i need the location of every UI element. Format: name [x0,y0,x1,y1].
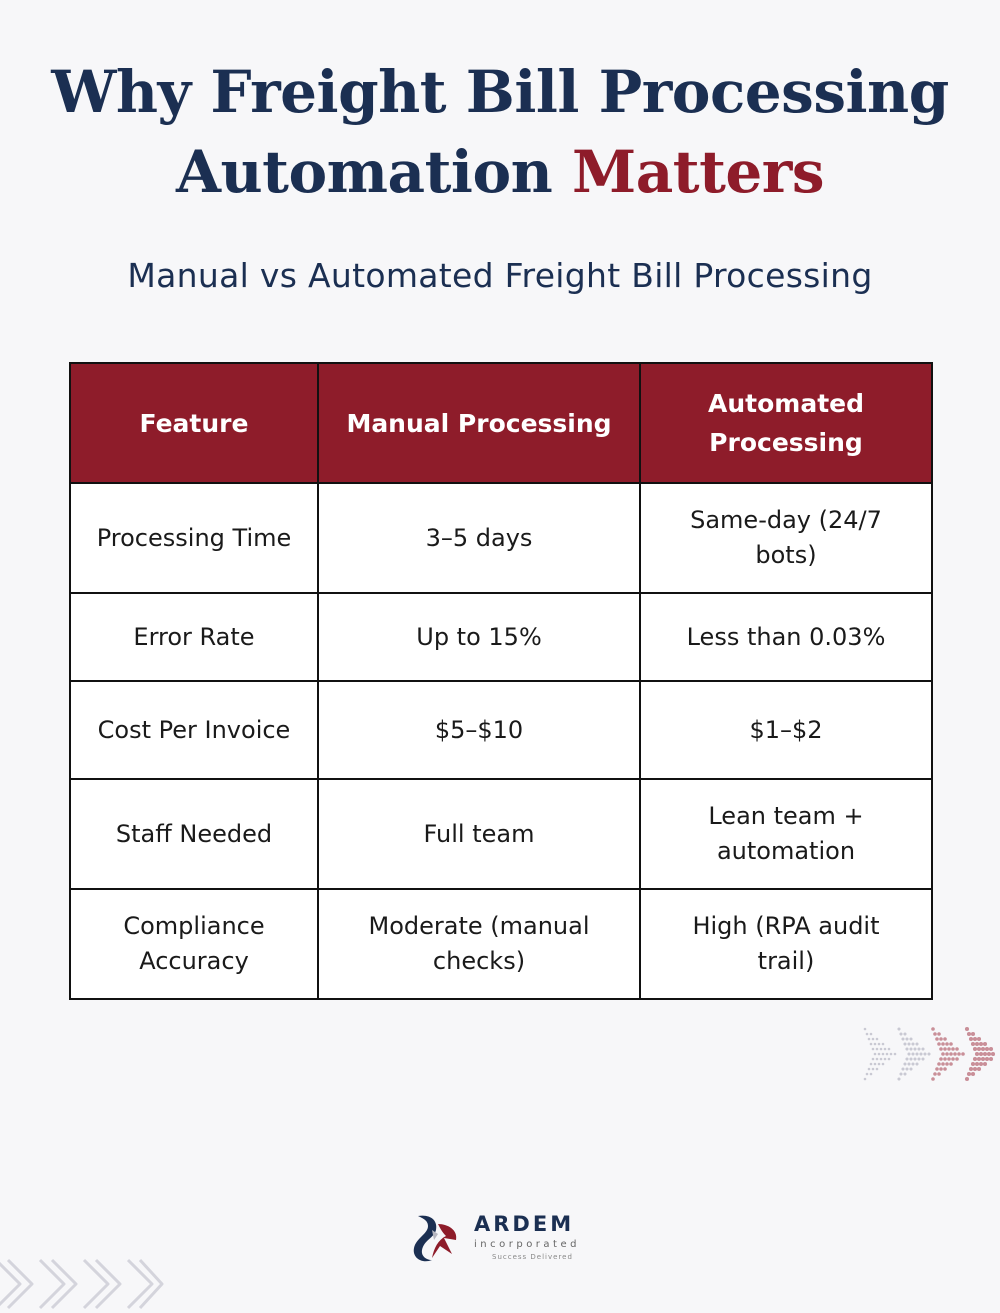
decoration-dot [909,1037,912,1040]
decoration-dot [876,1038,879,1041]
decoration-dot [927,1052,930,1055]
decoration-dot [983,1052,987,1056]
decoration-dot [886,1053,889,1056]
decoration-dot [977,1057,981,1061]
decoration-dot [917,1047,920,1050]
decoration-dot [951,1057,955,1061]
decoration-dot [979,1062,983,1066]
decoration-dot [983,1062,987,1066]
comparison-table [69,362,933,1000]
table-row [70,889,932,999]
cell-automated: $1–$2 [640,681,932,779]
cell-automated: Less than 0.03% [640,593,932,681]
decoration-dot [905,1067,908,1070]
decoration-dot [903,1032,906,1035]
decoration-dot [868,1068,871,1071]
header-manual: Manual Processing [318,363,640,483]
decoration-dot [921,1057,924,1060]
decoration-dot [933,1032,937,1036]
decoration-dot [979,1042,983,1046]
decoration-dot [945,1042,949,1046]
decoration-dot [939,1047,943,1051]
decoration-dot [901,1067,904,1070]
decoration-dot [876,1048,879,1051]
ardem-logo [408,1208,598,1266]
decoration-dot [945,1052,949,1056]
decoration-dot [941,1042,945,1046]
decoration-dot [981,1057,985,1061]
decoration-dot [965,1077,969,1081]
decoration-dot [985,1057,989,1061]
decoration-dot [937,1042,941,1046]
decoration-dot [903,1042,906,1045]
decoration-dot [985,1047,989,1051]
decoration-dot [909,1047,912,1050]
decoration-dot [874,1053,877,1056]
decoration-dot [909,1057,912,1060]
decoration-dot [907,1052,910,1055]
decoration-dot [897,1077,900,1080]
decoration-dot [884,1058,887,1061]
decoration-dot [991,1052,995,1056]
decoration-dot [890,1053,893,1056]
cell-automated: High (RPA audit trail) [640,889,932,999]
decoration-dot [937,1072,941,1076]
decoration-dot [866,1073,869,1076]
decoration-dot [935,1067,939,1071]
cell-feature: Processing Time [70,483,318,593]
decoration-dot [870,1033,873,1036]
decoration-dot [961,1052,965,1056]
decoration-dot [935,1037,939,1041]
decoration-dot [975,1062,979,1066]
decoration-dot [947,1057,951,1061]
decoration-dot [864,1028,867,1031]
decoration-dot [880,1048,883,1051]
decoration-dot [939,1057,943,1061]
decoration-dot [921,1047,924,1050]
header-feature: Feature [70,363,318,483]
decoration-dot [903,1062,906,1065]
cell-feature: Cost Per Invoice [70,681,318,779]
decoration-dot [953,1052,957,1056]
logo-name: ARDEM [474,1212,575,1236]
decoration-dot [965,1027,969,1031]
decoration-dot [913,1057,916,1060]
decoration-dot [894,1053,897,1056]
decoration-dot [888,1058,891,1061]
decoration-dot [872,1058,875,1061]
title-line1: Why Freight Bill Processing [51,58,949,126]
decoration-dot [949,1042,953,1046]
decoration-dot [870,1063,873,1066]
decoration-dot [967,1072,971,1076]
decoration-dot [941,1062,945,1066]
decoration-dot [874,1043,877,1046]
chevron-arrows-decoration-icon [0,1256,165,1313]
decoration-dot [937,1062,941,1066]
decoration-dot [931,1027,935,1031]
decoration-dot [870,1043,873,1046]
decoration-dot [872,1038,875,1041]
decoration-dot [882,1053,885,1056]
decoration-dot [945,1062,949,1066]
decoration-dot [880,1058,883,1061]
decoration-dot [913,1047,916,1050]
decoration-dot [977,1047,981,1051]
decoration-dot [949,1062,953,1066]
decoration-dot [943,1057,947,1061]
decoration-dot [884,1048,887,1051]
decoration-dot [943,1067,947,1071]
decoration-dot [915,1062,918,1065]
decoration-dot [874,1063,877,1066]
decoration-dot [882,1063,885,1066]
decoration-dot [907,1062,910,1065]
decoration-dot [901,1037,904,1040]
decoration-dot [872,1068,875,1071]
decoration-dot [897,1027,900,1030]
decoration-dot [949,1052,953,1056]
decoration-dot [973,1037,977,1041]
decoration-dot [876,1058,879,1061]
ardem-flag-logo-icon [408,1210,464,1266]
decoration-dot [937,1032,941,1036]
decoration-dot [876,1068,879,1071]
decoration-dot [943,1037,947,1041]
decoration-dot [878,1043,881,1046]
decoration-dot [915,1042,918,1045]
cell-feature: Error Rate [70,593,318,681]
decoration-dot [905,1037,908,1040]
decoration-dot [878,1063,881,1066]
decoration-dot [955,1057,959,1061]
decoration-dot [905,1047,908,1050]
decoration-dot [947,1047,951,1051]
decoration-dot [943,1047,947,1051]
decoration-dot [868,1038,871,1041]
table-header-row [70,363,932,483]
cell-manual: $5–$10 [318,681,640,779]
decoration-dot [973,1057,977,1061]
table-row [70,593,932,681]
dotted-arrow-decoration-icon [855,1026,995,1082]
decoration-dot [939,1037,943,1041]
table-row [70,483,932,593]
decoration-dot [987,1052,991,1056]
decoration-dot [919,1052,922,1055]
decoration-dot [915,1052,918,1055]
cell-manual: 3–5 days [318,483,640,593]
decoration-dot [939,1067,943,1071]
decoration-dot [917,1057,920,1060]
decoration-dot [878,1053,881,1056]
cell-manual: Up to 15% [318,593,640,681]
decoration-dot [989,1057,993,1061]
decoration-dot [957,1052,961,1056]
decoration-dot [977,1067,981,1071]
cell-automated: Lean team + automation [640,779,932,889]
page-title [0,52,1000,212]
decoration-dot [911,1052,914,1055]
decoration-dot [905,1057,908,1060]
decoration-dot [979,1052,983,1056]
cell-feature: Staff Needed [70,779,318,889]
table-row [70,779,932,889]
decoration-dot [933,1072,937,1076]
decoration-dot [951,1047,955,1051]
decoration-dot [989,1047,993,1051]
decoration-dot [983,1042,987,1046]
decoration-dot [888,1048,891,1051]
cell-manual: Moderate (manual checks) [318,889,640,999]
decoration-dot [967,1032,971,1036]
logo-sub: incorporated [474,1239,580,1250]
cell-automated: Same-day (24/7 bots) [640,483,932,593]
decoration-dot [971,1032,975,1036]
decoration-dot [977,1037,981,1041]
decoration-dot [923,1052,926,1055]
logo-tagline: Success Delivered [492,1253,573,1261]
decoration-dot [864,1078,867,1081]
decoration-dot [969,1037,973,1041]
decoration-dot [911,1042,914,1045]
decoration-dot [975,1042,979,1046]
decoration-dot [975,1052,979,1056]
decoration-dot [911,1062,914,1065]
decoration-dot [955,1047,959,1051]
decoration-dot [971,1062,975,1066]
cell-feature: Compliance Accuracy [70,889,318,999]
title-accent: Matters [572,138,824,206]
table-row [70,681,932,779]
title-line2: Automation [176,138,553,206]
decoration-dot [899,1072,902,1075]
decoration-dot [882,1043,885,1046]
decoration-dot [870,1073,873,1076]
header-automated: Automated Processing [640,363,932,483]
decoration-dot [941,1052,945,1056]
decoration-dot [931,1077,935,1081]
decoration-dot [909,1067,912,1070]
decoration-dot [899,1032,902,1035]
page-subtitle: Manual vs Automated Freight Bill Processing [127,256,873,295]
decoration-dot [969,1067,973,1071]
decoration-dot [866,1033,869,1036]
decoration-dot [971,1072,975,1076]
decoration-dot [971,1042,975,1046]
decoration-dot [973,1067,977,1071]
cell-manual: Full team [318,779,640,889]
decoration-dot [903,1072,906,1075]
decoration-dot [981,1047,985,1051]
decoration-dot [907,1042,910,1045]
decoration-dot [872,1048,875,1051]
decoration-dot [973,1047,977,1051]
